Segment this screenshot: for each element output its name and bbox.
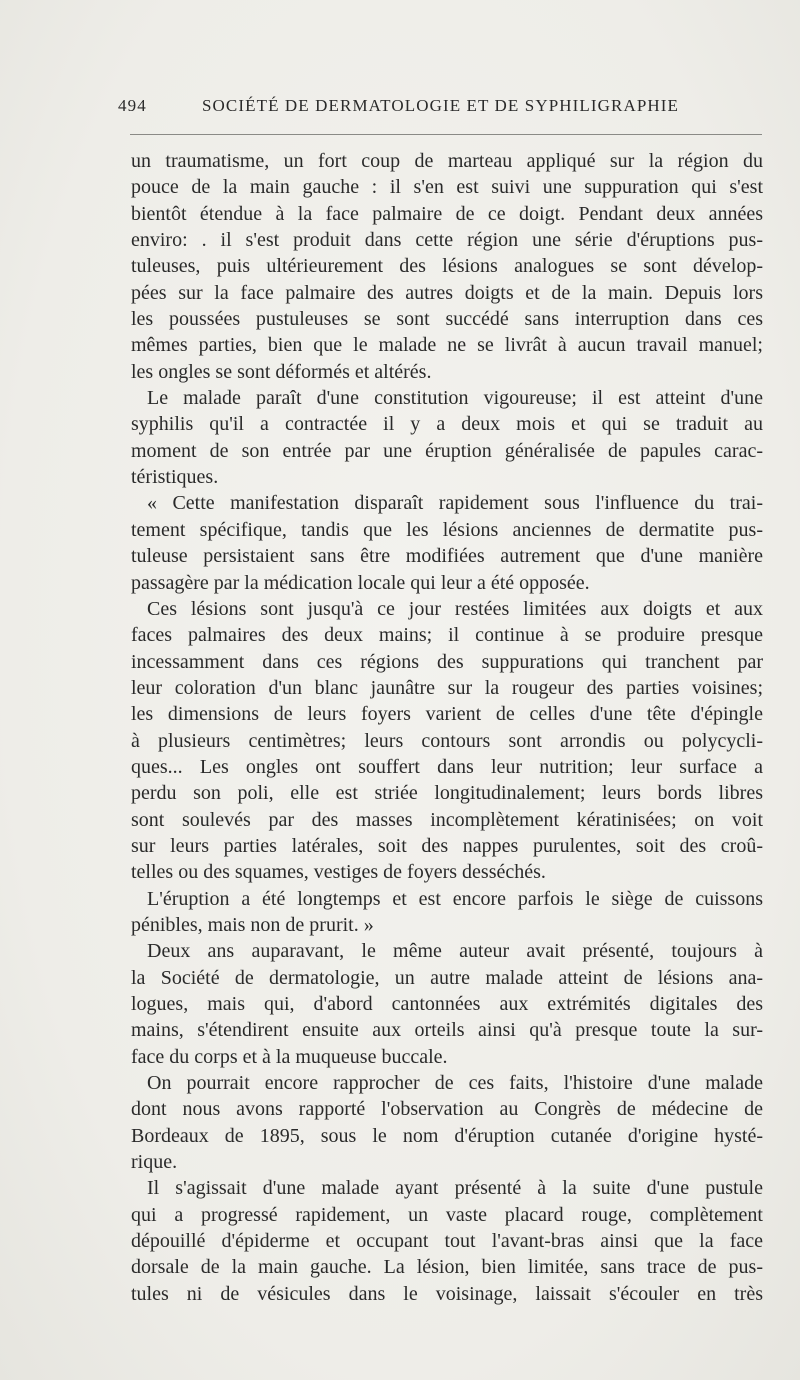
text-line: qui a progressé rapidement, un vaste placard rouge, complètement [131,1203,763,1226]
text-line: dont nous avons rapporté l'observation au Congrès de médecine de [131,1098,763,1121]
text-line: perdu son poli, elle est striée longitudinalement; leurs bords libres [131,782,763,805]
text-line: pées sur la face palmaire des autres doigts et de la main. Depuis lors [131,281,763,304]
text-line: téristiques. [131,466,219,489]
text-line: Deux ans auparavant, le même auteur avait présenté, toujours à [147,940,763,963]
text-line: tuleuse persistaient sans être modifiées autrement que d'une manière [131,545,763,568]
text-line: telles ou des squames, vestiges de foyers desséchés. [131,861,546,884]
text-line: face du corps et à la muqueuse buccale. [131,1045,448,1068]
text-line: tuleuses, puis ultérieurement des lésions analogues se sont dévelop- [131,255,763,278]
text-line: un traumatisme, un fort coup de marteau appliqué sur la région du [131,150,763,172]
header-rule [130,134,762,135]
text-line: dorsale de la main gauche. La lésion, bien limitée, sans trace de pus- [131,1256,763,1279]
text-line: ques... Les ongles ont souffert dans leur nutrition; leur surface a [131,755,763,778]
text-line: sur leurs parties latérales, soit des nappes purulentes, soit des croû- [131,834,763,857]
text-line: dépouillé d'épiderme et occupant tout l'avant-bras ainsi que la face [131,1230,763,1253]
text-line: logues, mais qui, d'abord cantonnées aux extrémités digitales des [131,993,763,1015]
text-line: les poussées pustuleuses se sont succédé sans interruption dans ces [131,308,763,331]
text-line: Ces lésions sont jusqu'à ce jour restées limitées aux doigts et aux [147,597,763,620]
text-line: moment de son entrée par une éruption généralisée de papules carac- [131,439,763,462]
text-line: Bordeaux de 1895, sous le nom d'éruption cutanée d'origine hysté- [131,1124,763,1147]
text-line: faces palmaires des deux mains; il continue à se produire presque [131,624,763,647]
body-text [131,148,763,1307]
text-line: « Cette manifestation disparaît rapidement sous l'influence du trai- [147,492,763,515]
text-line: la Société de dermatologie, un autre malade atteint de lésions ana- [131,966,763,989]
text-line: incessamment dans ces régions des suppurations qui tranchent par [131,650,763,673]
text-line: les dimensions de leurs foyers varient de celles d'une tête d'épingle [131,703,763,726]
text-line: enviro: . il s'est produit dans cette région une série d'éruptions pus- [131,229,763,252]
text-line: les ongles se sont déformés et altérés. [131,360,432,383]
running-header [118,96,758,126]
text-line: pénibles, mais non de prurit. » [131,913,374,936]
text-line: On pourrait encore rapprocher de ces faits, l'histoire d'une malade [147,1072,763,1095]
text-line: passagère par la médication locale qui leur a été opposée. [131,571,590,594]
running-title: SOCIÉTÉ DE DERMATOLOGIE ET DE SYPHILIGRAPHIE [202,96,680,115]
text-line: pouce de la main gauche : il s'en est suivi une suppuration qui s'est [131,176,763,199]
text-line: mains, s'étendirent ensuite aux orteils ainsi qu'à presque toute la sur- [131,1019,763,1042]
text-line: bientôt étendue à la face palmaire de ce doigt. Pendant deux années [131,202,763,225]
text-line: tement spécifique, tandis que les lésions anciennes de dermatite pus- [131,518,763,541]
text-line: syphilis qu'il a contractée il y a deux mois et qui se traduit au [131,413,763,436]
page-number: 494 [118,96,147,115]
text-line: sont soulevés par des masses incomplètement kératinisées; on voit [131,808,763,831]
text-line: tules ni de vésicules dans le voisinage, laissait s'écouler en très [131,1282,763,1305]
text-line: mêmes parties, bien que le malade ne se livrât à aucun travail manuel; [131,334,763,357]
text-line: L'éruption a été longtemps et est encore parfois le siège de cuissons [147,887,763,910]
text-line: Le malade paraît d'une constitution vigoureuse; il est atteint d'une [147,387,763,410]
text-line: Il s'agissait d'une malade ayant présenté à la suite d'une pustule [147,1177,763,1200]
text-line: rique. [131,1151,178,1174]
text-line: leur coloration d'un blanc jaunâtre sur la rougeur des parties voisines; [131,676,763,699]
text-line: à plusieurs centimètres; leurs contours sont arrondis ou polycycli- [131,729,763,752]
